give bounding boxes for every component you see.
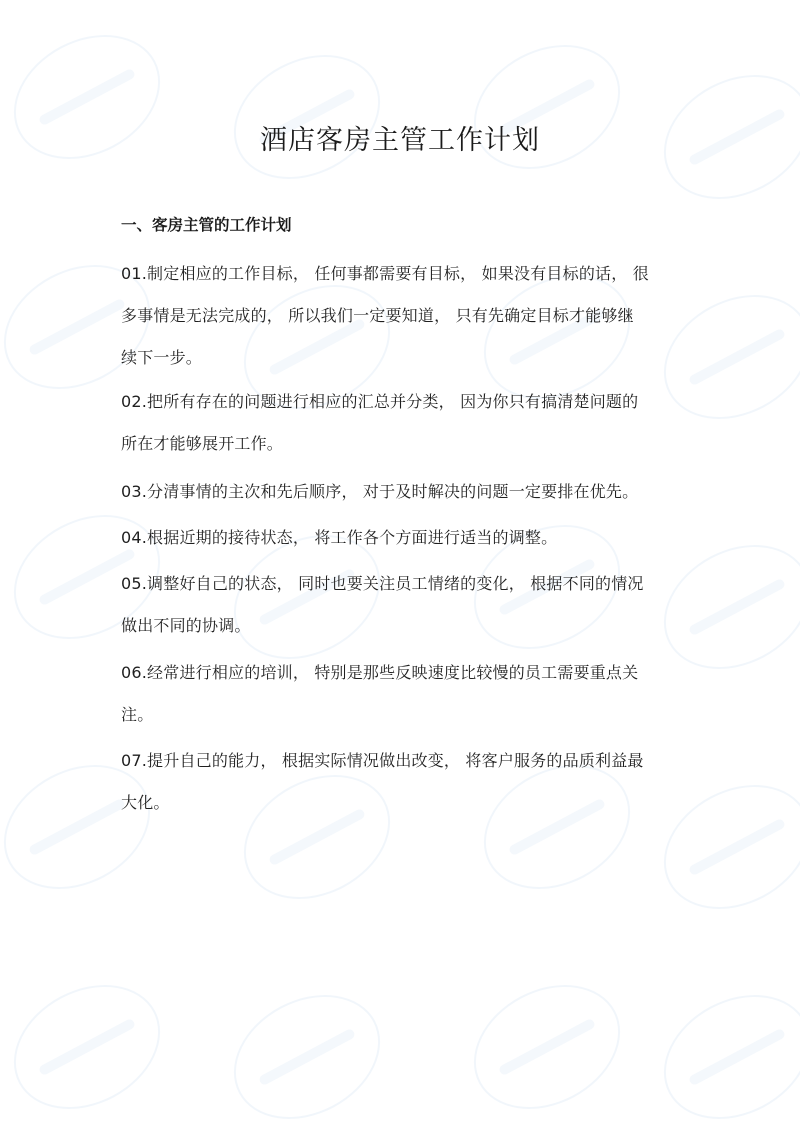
plan-item-line: 01.制定相应的工作目标， 任何事都需要有目标， 如果没有目标的话， 很 (121, 264, 649, 283)
plan-item-line: 03.分清事情的主次和先后顺序， 对于及时解决的问题一定要排在优先。 (121, 482, 639, 501)
plan-item-03 (121, 471, 687, 513)
plan-item-line: 注。 (121, 705, 154, 724)
watermark-seal-icon (0, 961, 182, 1132)
plan-item-line: 做出不同的协调。 (121, 616, 251, 635)
plan-item-06 (121, 652, 687, 736)
plan-item-line: 续下一步。 (121, 348, 203, 367)
plan-item-line: 所在才能够展开工作。 (121, 434, 284, 453)
document-title: 酒店客房主管工作计划 (260, 125, 540, 156)
plan-item-02 (121, 381, 687, 465)
plan-item-07 (121, 740, 687, 824)
plan-item-line: 多事情是无法完成的， 所以我们一定要知道， 只有先确定目标才能够继 (121, 306, 634, 325)
plan-item-05 (121, 563, 687, 647)
watermark-seal-icon (212, 31, 401, 204)
plan-item-line: 06.经常进行相应的培训， 特别是那些反映速度比较慢的员工需要重点关 (121, 663, 639, 682)
plan-item-line: 大化。 (121, 793, 170, 812)
watermark-seal-icon (452, 21, 641, 194)
plan-item-01 (121, 253, 687, 379)
plan-item-line: 05.调整好自己的状态， 同时也要关注员工情绪的变化， 根据不同的情况 (121, 574, 644, 593)
plan-item-line: 02.把所有存在的问题进行相应的汇总并分类， 因为你只有搞清楚问题的 (121, 392, 639, 411)
plan-item-line: 04.根据近期的接待状态， 将工作各个方面进行适当的调整。 (121, 528, 558, 547)
watermark-seal-icon (0, 11, 182, 184)
watermark-seal-icon (642, 971, 800, 1132)
plan-item-line: 07.提升自己的能力， 根据实际情况做出改变， 将客户服务的品质利益最 (121, 751, 644, 770)
section-heading: 一、客房主管的工作计划 (121, 216, 292, 234)
plan-item-04 (121, 517, 687, 559)
watermark-seal-icon (452, 961, 641, 1132)
watermark-seal-icon (212, 971, 401, 1132)
